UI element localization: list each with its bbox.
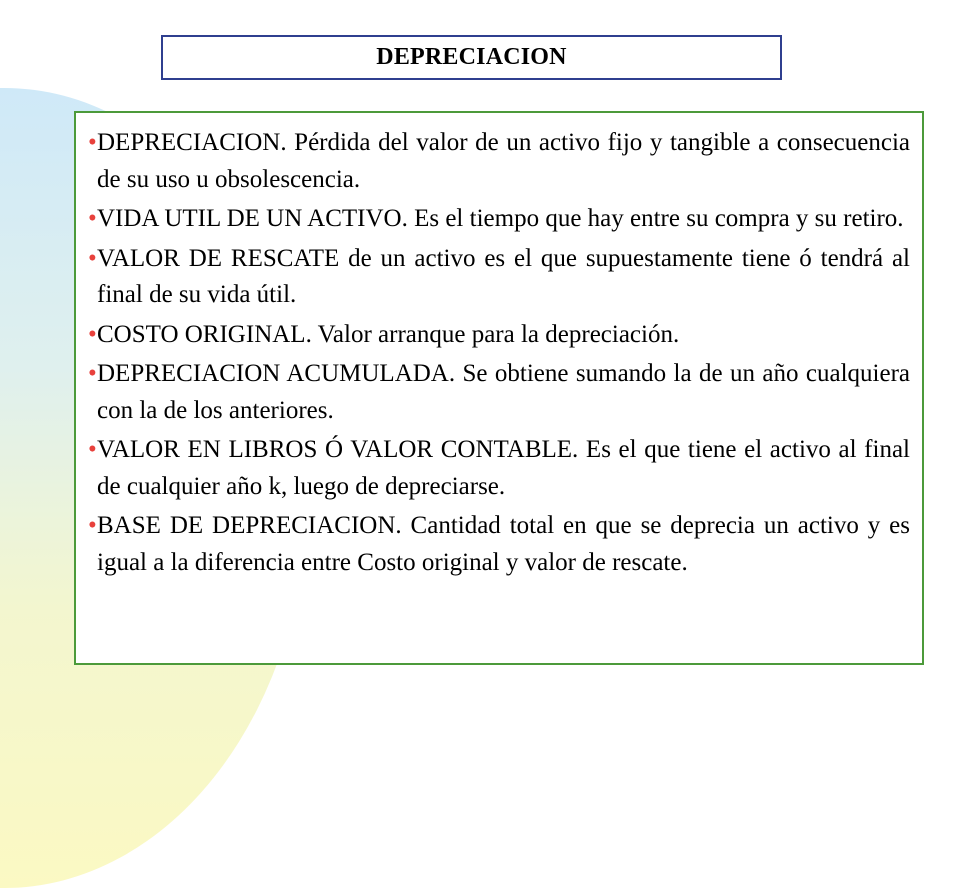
definition-item <box>88 241 910 314</box>
page-title: DEPRECIACION <box>376 44 567 70</box>
definition-item <box>88 125 910 198</box>
definition-text: DEPRECIACION ACUMULADA. Se obtiene sumando la de un año cualquiera con la de los anteriores. <box>97 360 910 424</box>
definition-text: VIDA UTIL DE UN ACTIVO. Es el tiempo que hay entre su compra y su retiro. <box>97 205 904 232</box>
bullet-icon: • <box>88 244 97 272</box>
bullet-icon: • <box>88 205 97 232</box>
bullet-icon: • <box>88 360 97 387</box>
bullet-icon: • <box>88 129 97 156</box>
title-box <box>161 35 782 80</box>
bullet-icon: • <box>88 436 97 463</box>
definition-text: COSTO ORIGINAL. Valor arranque para la depreciación. <box>97 320 680 348</box>
definition-text: BASE DE DEPRECIACION. Cantidad total en que se deprecia un activo y es igual a la diferencia entre Costo original y valor de rescate. <box>97 512 910 576</box>
definition-item <box>88 432 910 505</box>
definition-item <box>88 201 910 238</box>
definitions-box <box>74 111 924 665</box>
bullet-icon: • <box>88 512 97 539</box>
definition-item <box>88 356 910 429</box>
definitions-list <box>88 125 910 581</box>
definition-item <box>88 508 910 581</box>
definition-text: VALOR DE RESCATE de un activo es el que supuestamente tiene ó tendrá al final de su vida útil. <box>97 244 910 308</box>
definition-text: VALOR EN LIBROS Ó VALOR CONTABLE. Es el que tiene el activo al final de cualquier año k, luego de depreciarse. <box>97 436 910 500</box>
definition-item <box>88 317 910 354</box>
bullet-icon: • <box>88 320 97 348</box>
definition-text: DEPRECIACION. Pérdida del valor de un activo fijo y tangible a consecuencia de su uso u obsolescencia. <box>97 129 910 193</box>
